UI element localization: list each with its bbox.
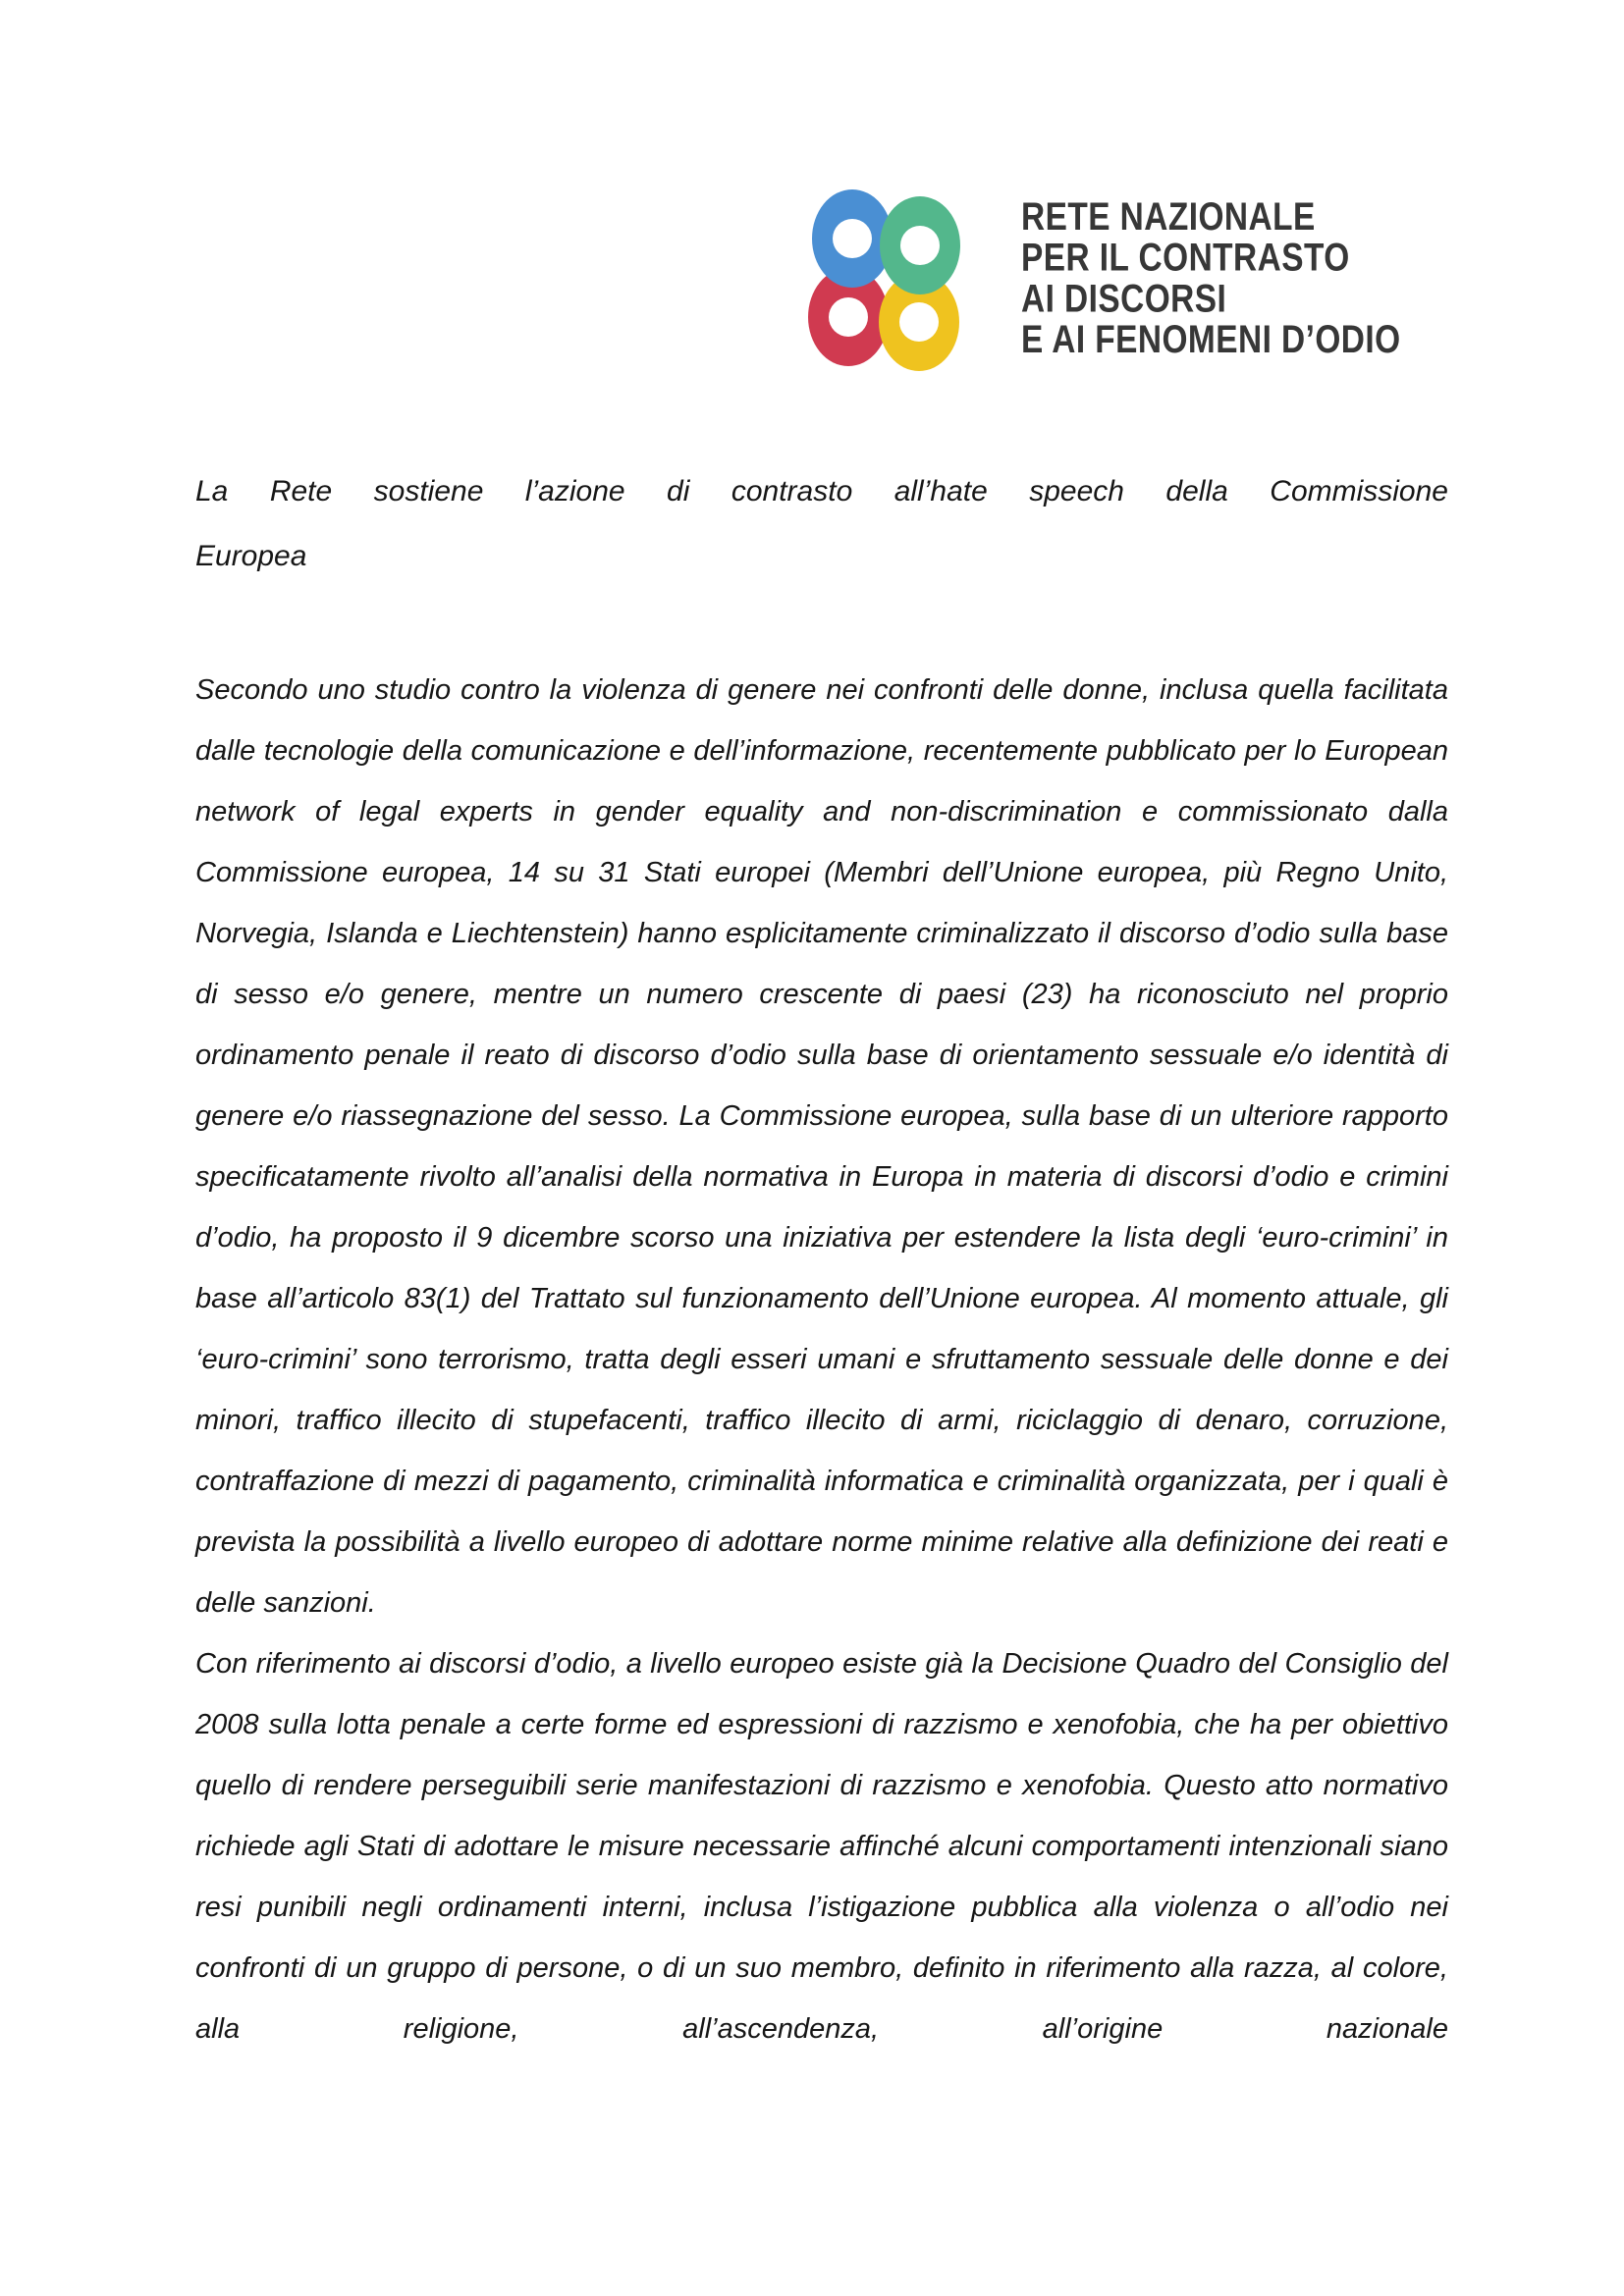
logo-wordmark-line-2: PER IL CONTRASTO: [1021, 237, 1350, 281]
logo-wordmark-line-3: AI DISCORSI: [1021, 277, 1227, 321]
document-title-line-2: Europea: [195, 540, 307, 572]
document-title-line-1: La Rete sostiene l’azione di contrasto all’hate speech della Commissione: [195, 475, 1448, 507]
logo-rings-icon: [803, 185, 982, 373]
document-content: [195, 459, 1448, 2059]
logo-wordmark: [1021, 197, 1401, 360]
document-title: [195, 459, 1448, 589]
paragraph-2: Con riferimento ai discorsi d’odio, a livello europeo esiste già la Decisione Quadro del Consiglio del 2008 sulla lotta penale a certe forme ed espressioni di razzismo e xenofobia, che ha per obiettivo quello di rendere perseguibili serie manifestazioni di razzismo e xenofobia. Questo atto normativo richiede agli Stati di adottare le misure necessarie affinché alcuni comportamenti intenzionali siano resi punibili negli ordinamenti interni, inclusa l’istigazione pubblica alla violenza o all’odio nei confronti di un gruppo di persone, o di un suo membro, definito in riferimento alla razza, al colore, alla religione, all’ascendenza, all’origine nazionale: [195, 1648, 1448, 2045]
logo: [803, 185, 1452, 373]
ring-green-icon: [880, 196, 960, 294]
paragraph-1: Secondo uno studio contro la violenza di genere nei confronti delle donne, inclusa quella facilitata dalle tecnologie della comunicazione e dell’informazione, recentemente pubblicato per lo European network of legal experts in gender equality and non-discrimination e commissionato dalla Commissione europea, 14 su 31 Stati europei (Membri dell’Unione europea, più Regno Unito, Norvegia, Islanda e Liechtenstein) hanno esplicitamente criminalizzato il discorso d’odio sulla base di sesso e/o genere, mentre un numero crescente di paesi (23) ha riconosciuto nel proprio ordinamento penale il reato di discorso d’odio sulla base di orientamento sessuale e/o identità di genere e/o riassegnazione del sesso. La Commissione europea, sulla base di un ulteriore rapporto specificatamente rivolto all’analisi della normativa in Europa in materia di discorsi d’odio e crimini d’odio, ha proposto il 9 dicembre scorso una iniziativa per estendere la lista degli ‘euro-crimini’ in base all’articolo 83(1) del Trattato sul funzionamento dell’Unione europea. Al momento attuale, gli ‘euro-crimini’ sono terrorismo, tratta degli esseri umani e sfruttamento sessuale delle donne e dei minori, traffico illecito di stupefacenti, traffico illecito di armi, riciclaggio di denaro, corruzione, contraffazione di mezzi di pagamento, criminalità informatica e criminalità organizzata, per i quali è prevista la possibilità a livello europeo di adottare norme minime relative alla definizione dei reati e delle sanzioni.: [195, 674, 1448, 1619]
logo-wordmark-line-1: RETE NAZIONALE: [1021, 195, 1316, 240]
logo-wordmark-line-4: E AI FENOMENI D’ODIO: [1021, 318, 1401, 362]
